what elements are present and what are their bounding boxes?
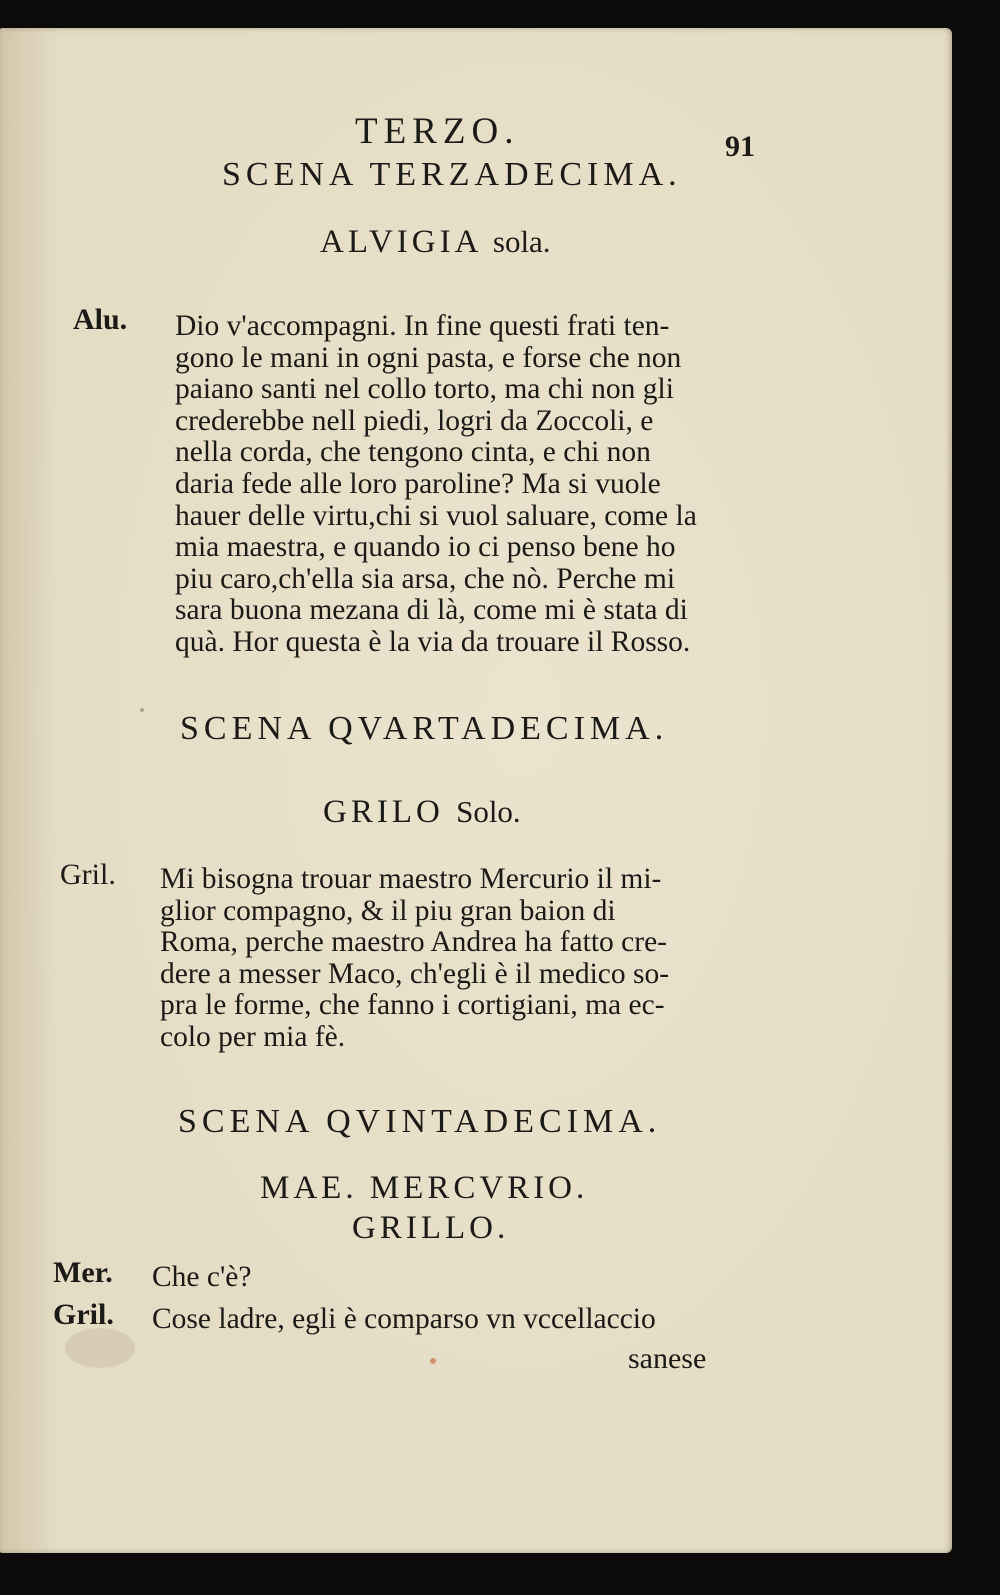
speaker-label: Mer. [53, 1256, 113, 1289]
speech-line: crederebbe nell piedi, logri da Zoccoli, e [175, 404, 654, 437]
character-name: ALVIGIA [320, 224, 481, 260]
scene-heading: SCENA TERZADECIMA. [222, 156, 682, 193]
speech-block [160, 864, 669, 1054]
catchword: sanese [628, 1342, 707, 1375]
speech-line: Cose ladre, egli è comparso vn vccellaccio [152, 1303, 656, 1335]
speech-line: pra le forme, che fanno i cortigiani, ma ec- [160, 989, 665, 1022]
paper-stain [430, 1358, 436, 1364]
speaker-label: Alu. [73, 303, 128, 336]
character-name: GRILO [323, 794, 444, 830]
character-list [323, 794, 521, 831]
speech-line: colo per mia fè. [160, 1020, 346, 1053]
speech-line: daria fede alle loro paroline? Ma si vuole [175, 467, 661, 500]
character-note: Solo. [456, 794, 521, 829]
page-number: 91 [725, 130, 755, 163]
speech-line: Mi bisogna trouar maestro Mercurio il mi- [160, 863, 662, 895]
speaker-label: Gril. [60, 858, 116, 891]
speech-line: paiano santi nel collo torto, ma chi non gli [175, 373, 674, 406]
speech-line: Che c'è? [152, 1261, 252, 1293]
speech-line: hauer delle virtu,chi si vuol saluare, come la [175, 499, 697, 532]
scene-heading: SCENA QVINTADECIMA. [178, 1103, 662, 1140]
speech-line: dere a messer Maco, ch'egli è il medico so- [160, 957, 670, 990]
book-page [0, 28, 952, 1553]
speech-line: Dio v'accompagni. In fine questi frati ten- [175, 310, 670, 342]
speech-block [175, 311, 697, 659]
speech-line: nella corda, che tengono cinta, e chi non [175, 436, 651, 469]
speech-line: Roma, perche maestro Andrea ha fatto cre- [160, 926, 668, 959]
speech-line: mia maestra, e quando io ci penso bene ho [175, 531, 676, 564]
paper-stain [140, 708, 144, 712]
speech-line: quà. Hor questa è la via da trouare il Rosso. [175, 625, 691, 658]
character-list-line: GRILLO. [352, 1210, 510, 1246]
speech-line: glior compagno, & il piu gran baion di [160, 894, 616, 927]
speech-line: sara buona mezana di là, come mi è stata di [175, 594, 688, 627]
scene-heading: SCENA QVARTADECIMA. [180, 710, 669, 747]
bleed-through [65, 1328, 135, 1368]
speaker-label: Gril. [53, 1298, 114, 1331]
character-note: sola. [492, 224, 551, 259]
speech-line: piu caro,ch'ella sia arsa, che nò. Perche mi [175, 562, 676, 595]
running-head: TERZO. [355, 111, 520, 152]
character-list [320, 224, 551, 261]
speech-line: gono le mani in ogni pasta, e forse che non [175, 341, 682, 374]
character-list-line: MAE. MERCVRIO. [260, 1170, 589, 1206]
